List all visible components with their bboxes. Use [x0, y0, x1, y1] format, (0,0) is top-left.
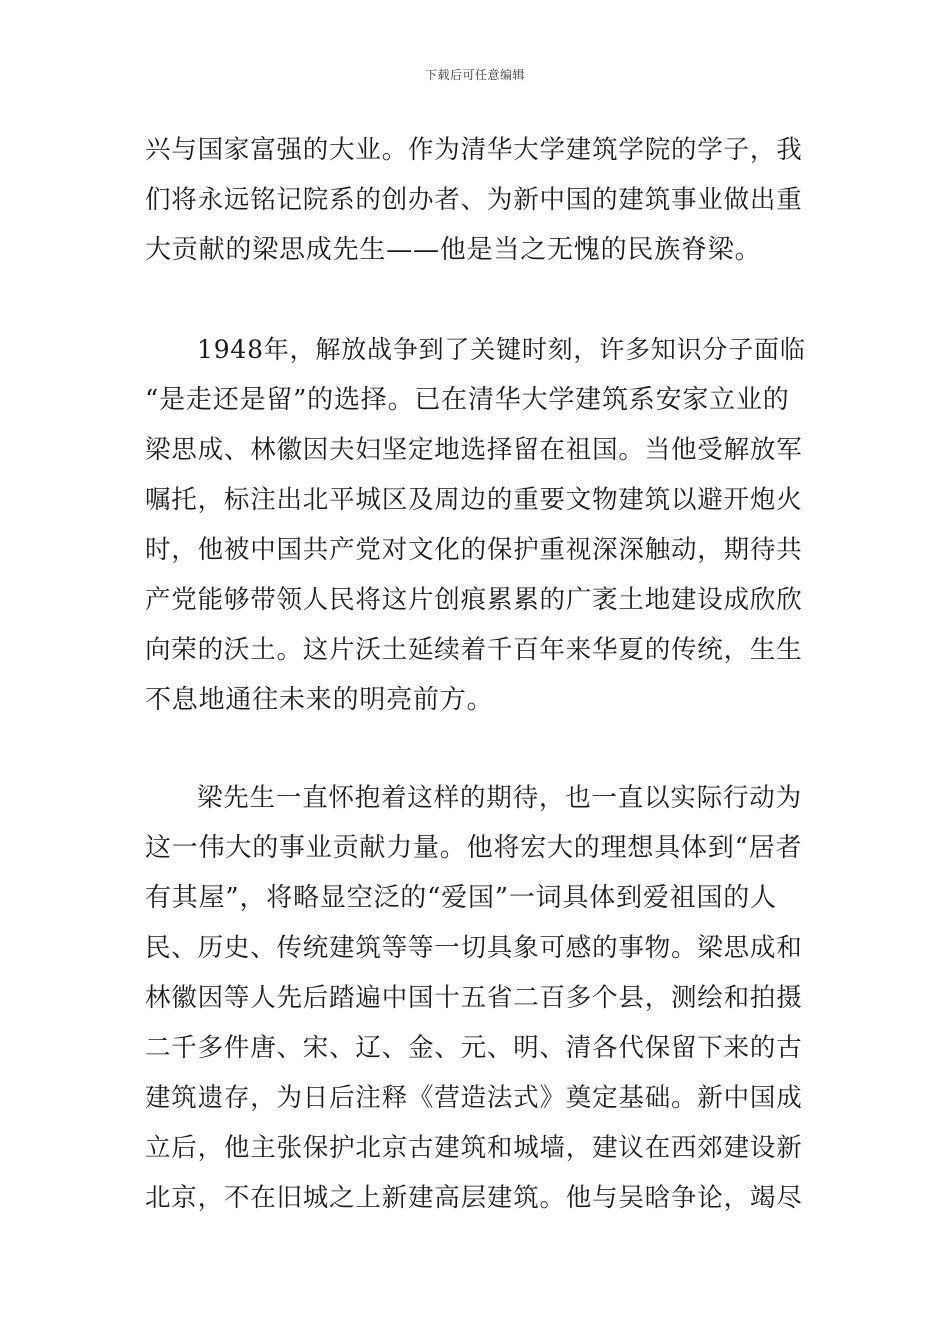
text-line: 不息地通往未来的明亮前方。 [145, 685, 494, 715]
text-line: “是走还是留”的选择。已在清华大学建筑系安家立业的 [145, 385, 790, 415]
text-line: 嘱托，标注出北平城区及周边的重要文物建筑以避开炮火 [145, 485, 803, 515]
text-line: 产党能够带领人民将这片创痕累累的广袤土地建设成欣欣 [145, 585, 803, 615]
text-line: 兴与国家富强的大业。作为清华大学建筑学院的学子，我 [145, 135, 803, 165]
text-line: 大贡献的梁思成先生——他是当之无愧的民族脊梁。 [145, 235, 762, 265]
text-line: 二千多件唐、宋、辽、金、元、明、清各代保留下来的古 [145, 1033, 803, 1063]
paragraph-3 [145, 773, 810, 1223]
text-line: 梁先生一直怀抱着这样的期待，也一直以实际行动为 [197, 783, 802, 813]
text-line: 林徽因等人先后踏遍中国十五省二百多个县，测绘和拍摄 [145, 983, 803, 1013]
text-line: 民、历史、传统建筑等等一切具象可感的事物。梁思成和 [145, 933, 803, 963]
text-line: 建筑遗存，为日后注释《营造法式》奠定基础。新中国成 [145, 1083, 803, 1113]
text-line: 有其屋”，将略显空泛的“爱国”一词具体到爱祖国的人 [145, 883, 777, 913]
text-line: 立后，他主张保护北京古建筑和城墙，建议在西郊建设新 [145, 1133, 803, 1163]
text-line: 1948年，解放战争到了关键时刻，许多知识分子面临 [197, 335, 806, 364]
text-line: 向荣的沃土。这片沃土延续着千百年来华夏的传统，生生 [145, 635, 803, 665]
paragraph-1 [145, 125, 810, 275]
page-header: 下载后可任意编辑 [424, 68, 525, 82]
text-line: 梁思成、林徽因夫妇坚定地选择留在祖国。当他受解放军 [145, 435, 803, 465]
text-line: 北京，不在旧城之上新建高层建筑。他与吴晗争论，竭尽 [145, 1183, 803, 1213]
text-line: 时，他被中国共产党对文化的保护重视深深触动，期待共 [145, 535, 803, 565]
paragraph-2 [145, 325, 810, 725]
text-line: 们将永远铭记院系的创办者、为新中国的建筑事业做出重 [145, 185, 803, 215]
text-line: 这一伟大的事业贡献力量。他将宏大的理想具体到“居者 [145, 833, 803, 863]
